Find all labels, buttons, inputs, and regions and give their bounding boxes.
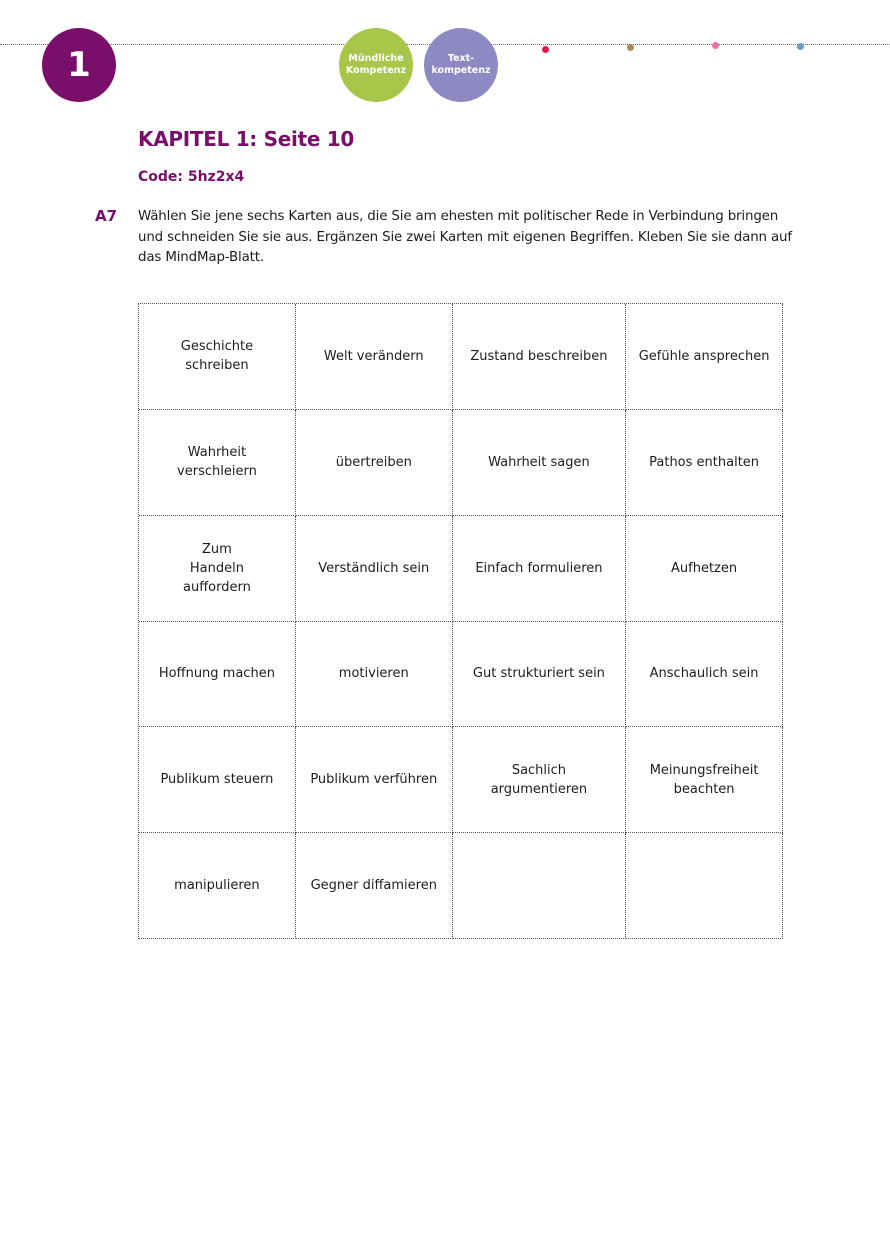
competency-badge-muendlich bbox=[339, 28, 413, 102]
card[interactable]: Anschaulich sein bbox=[626, 622, 783, 728]
card[interactable]: Verständlich sein bbox=[296, 516, 453, 622]
card[interactable]: Einfach formulieren bbox=[453, 516, 626, 622]
card[interactable]: Zustand beschreiben bbox=[453, 304, 626, 410]
decorative-dot-pink bbox=[712, 42, 719, 49]
card[interactable]: Sachlich argumentieren bbox=[453, 727, 626, 833]
blank-card[interactable] bbox=[453, 833, 626, 939]
card[interactable]: Wahrheit sagen bbox=[453, 410, 626, 516]
page-title: KAPITEL 1: Seite 10 bbox=[138, 127, 355, 151]
card[interactable]: Gut strukturiert sein bbox=[453, 622, 626, 728]
competency-label-line1: Text- bbox=[447, 53, 475, 64]
card[interactable]: Zum Handeln auffordern bbox=[139, 516, 296, 622]
competency-label-line2: Kompetenz bbox=[345, 65, 407, 76]
card[interactable]: Gefühle ansprechen bbox=[626, 304, 783, 410]
card[interactable]: Gegner diffamieren bbox=[296, 833, 453, 939]
card[interactable]: motivieren bbox=[296, 622, 453, 728]
card[interactable]: Hoffnung machen bbox=[139, 622, 296, 728]
chapter-number: 1 bbox=[67, 45, 91, 85]
competency-label-line1: Mündliche bbox=[348, 53, 404, 64]
card[interactable]: Meinungsfreiheit beachten bbox=[626, 727, 783, 833]
task-instructions: Wählen Sie jene sechs Karten aus, die Sie am ehesten mit politischer Rede in Verbindung bringen und schneiden Sie sie aus. Ergänzen Sie zwei Karten mit eigenen Begriffen. Kleben Sie sie dann auf das MindMap-Blatt. bbox=[138, 209, 792, 265]
card[interactable]: Welt verändern bbox=[296, 304, 453, 410]
card[interactable]: Publikum steuern bbox=[139, 727, 296, 833]
decorative-dot-red bbox=[542, 46, 549, 53]
card[interactable]: übertreiben bbox=[296, 410, 453, 516]
card[interactable]: Aufhetzen bbox=[626, 516, 783, 622]
card[interactable]: manipulieren bbox=[139, 833, 296, 939]
card[interactable]: Publikum verführen bbox=[296, 727, 453, 833]
card[interactable]: Pathos enthalten bbox=[626, 410, 783, 516]
chapter-number-badge bbox=[42, 28, 116, 102]
access-code: Code: 5hz2x4 bbox=[138, 169, 245, 185]
task-label: A7 bbox=[95, 207, 118, 225]
competency-badge-text bbox=[424, 28, 498, 102]
decorative-dot-blue bbox=[797, 43, 804, 50]
card[interactable]: Geschichte schreiben bbox=[139, 304, 296, 410]
card-grid bbox=[138, 303, 783, 939]
card[interactable]: Wahrheit verschleiern bbox=[139, 410, 296, 516]
decorative-dot-brown bbox=[627, 44, 634, 51]
competency-label-line2: kompetenz bbox=[431, 65, 491, 76]
blank-card[interactable] bbox=[626, 833, 783, 939]
